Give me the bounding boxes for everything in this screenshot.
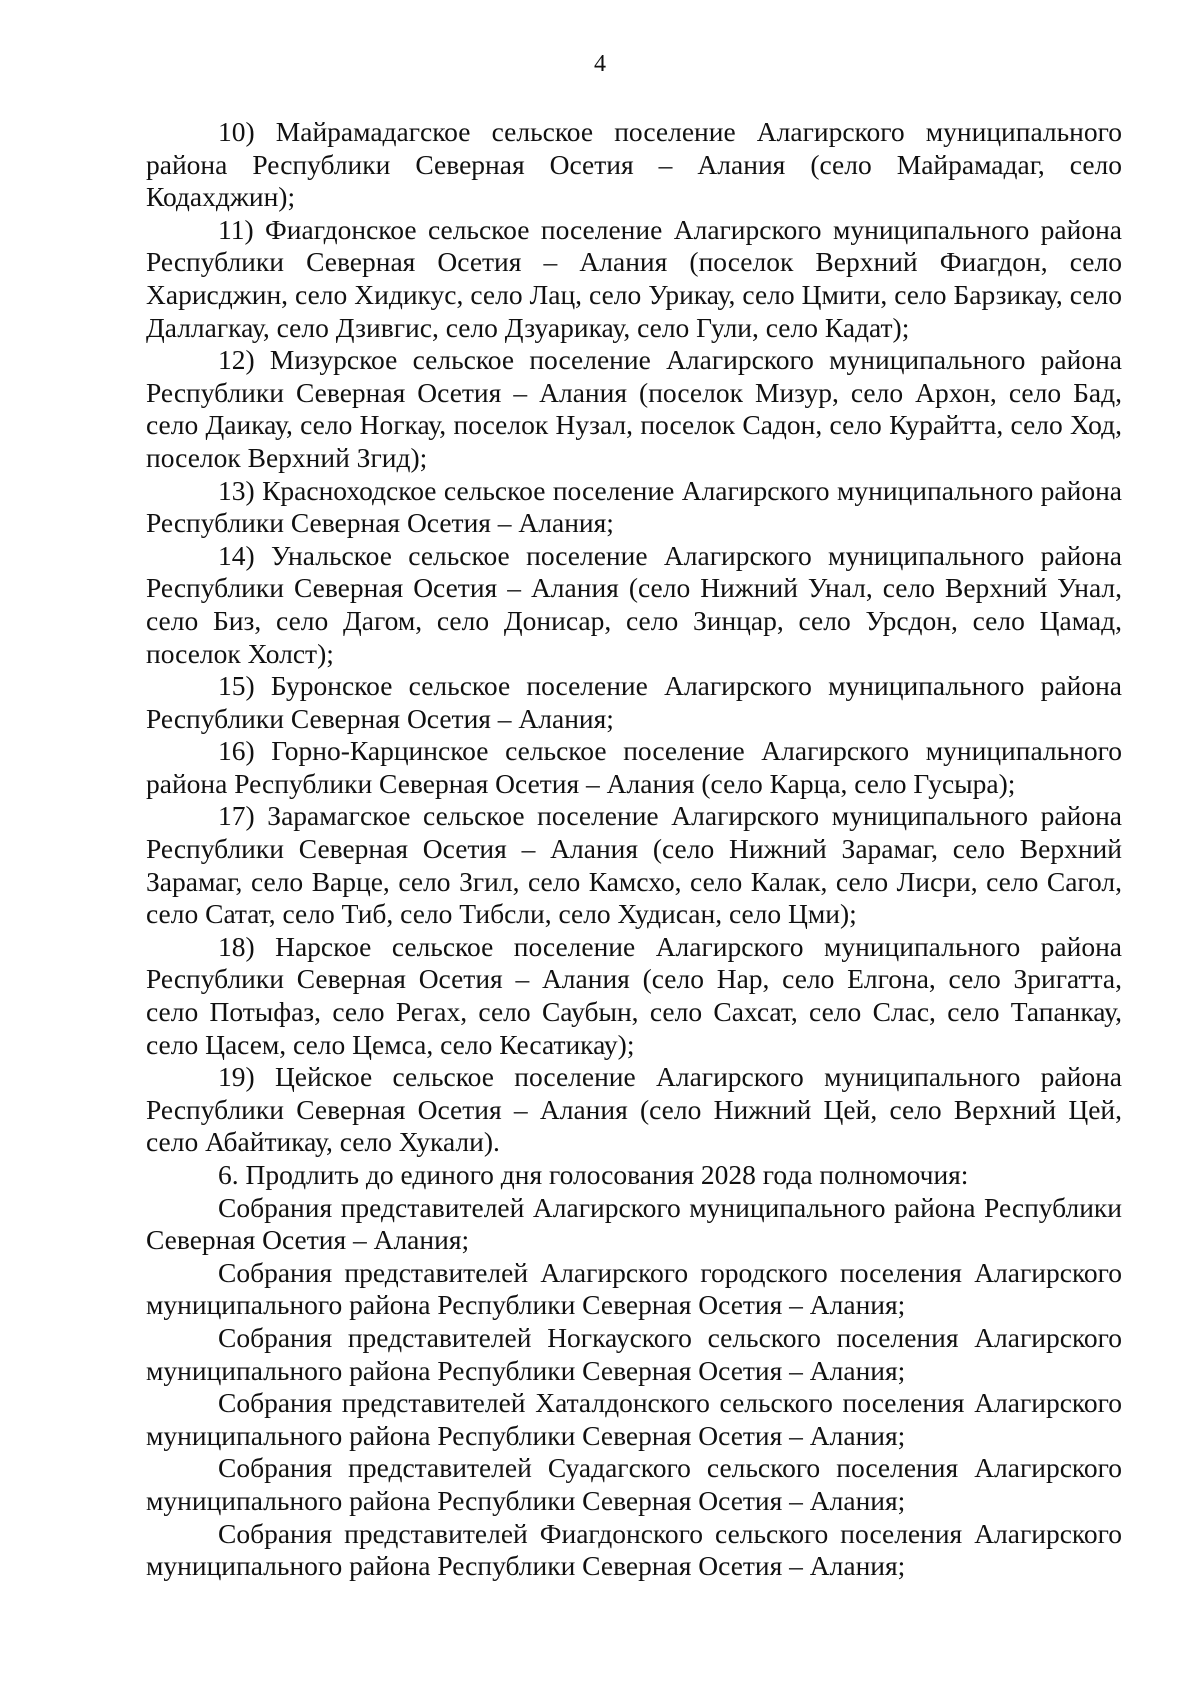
paragraph-10-maîramadag: 10) Майрамадагское сельское поселение Алагирского муниципального района Республики Северная Осетия – Алания (село Майрамадаг, село Кодахджин);: [146, 116, 1122, 213]
paragraph-assembly-suadag: Собрания представителей Суадагского сельского поселения Алагирского муниципального района Республики Северная Осетия – Алания;: [146, 1452, 1122, 1516]
paragraph-17-zaramag: 17) Зарамагское сельское поселение Алагирского муниципального района Республики Северная Осетия – Алания (село Нижний Зарамаг, село Верхний Зарамаг, село Варце, село Згил, село Камсхо, село Калак, село Лисри, село Сагол, село Сатат, село Тиб, село Тибсли, село Худисан, село Цми);: [146, 800, 1122, 930]
document-body: [146, 116, 1122, 1583]
paragraph-assembly-khataldon: Собрания представителей Хаталдонского сельского поселения Алагирского муниципального района Республики Северная Осетия – Алания;: [146, 1387, 1122, 1451]
paragraph-item-6: 6. Продлить до единого дня голосования 2028 года полномочия:: [218, 1159, 969, 1190]
paragraph-18-nar: 18) Нарское сельское поселение Алагирского муниципального района Республики Северная Осетия – Алания (село Нар, село Елгона, село Зригатта, село Потыфаз, село Регах, село Саубын, село Сахсат, село Слас, село Тапанкау, село Цасем, село Цемса, село Кесатикау);: [146, 930, 1122, 1060]
paragraph-assembly-nogkau: Собрания представителей Ногкауского сельского поселения Алагирского муниципального района Республики Северная Осетия – Алания;: [146, 1321, 1122, 1386]
paragraph-13-krasnokhod: 13) Красноходское сельское поселение Алагирского муниципального района Республики Северная Осетия – Алания;: [146, 474, 1122, 539]
paragraph-assembly-fiagdon: Собрания представителей Фиагдонского сельского поселения Алагирского муниципального района Республики Северная Осетия – Алания;: [146, 1517, 1122, 1582]
paragraph-15-buron: 15) Буронское сельское поселение Алагирского муниципального района Республики Северная Осетия – Алания;: [146, 670, 1122, 734]
paragraph-assembly-alagir-urban: Собрания представителей Алагирского городского поселения Алагирского муниципального района Республики Северная Осетия – Алания;: [146, 1256, 1122, 1321]
paragraph-11-fiagdon: 11) Фиагдонское сельское поселение Алагирского муниципального района Республики Северная Осетия – Алания (поселок Верхний Фиагдон, село Харисджин, село Хидикус, село Лац, село Урикау, село Цмити, село Барзикау, село Даллагкау, село Дзивгис, село Дзуарикау, село Гули, село Кадат);: [146, 213, 1122, 343]
paragraph-assembly-alagir-district: Собрания представителей Алагирского муниципального района Республики Северная Осетия – Алания;: [146, 1191, 1122, 1256]
paragraph-19-tsey: 19) Цейское сельское поселение Алагирского муниципального района Республики Северная Осетия – Алания (село Нижний Цей, село Верхний Цей, село Абайтикау, село Хукали).: [146, 1061, 1122, 1158]
paragraph-12-mizur: 12) Мизурское сельское поселение Алагирского муниципального района Республики Северная Осетия – Алания (поселок Мизур, село Архон, село Бад, село Даикау, село Ногкау, поселок Нузал, поселок Садон, село Курайтта, село Ход, поселок Верхний Згид);: [146, 344, 1122, 473]
paragraph-16-gorno-karcinskoe: 16) Горно-Карцинское сельское поселение Алагирского муниципального района Республики Северная Осетия – Алания (село Карца, село Гусыра);: [146, 735, 1122, 799]
paragraph-14-unal: 14) Унальское сельское поселение Алагирского муниципального района Республики Северная Осетия – Алания (село Нижний Унал, село Верхний Унал, село Биз, село Дагом, село Донисар, село Зинцар, село Урсдон, село Цамад, поселок Холст);: [146, 539, 1122, 669]
page-number: 4: [594, 51, 606, 77]
